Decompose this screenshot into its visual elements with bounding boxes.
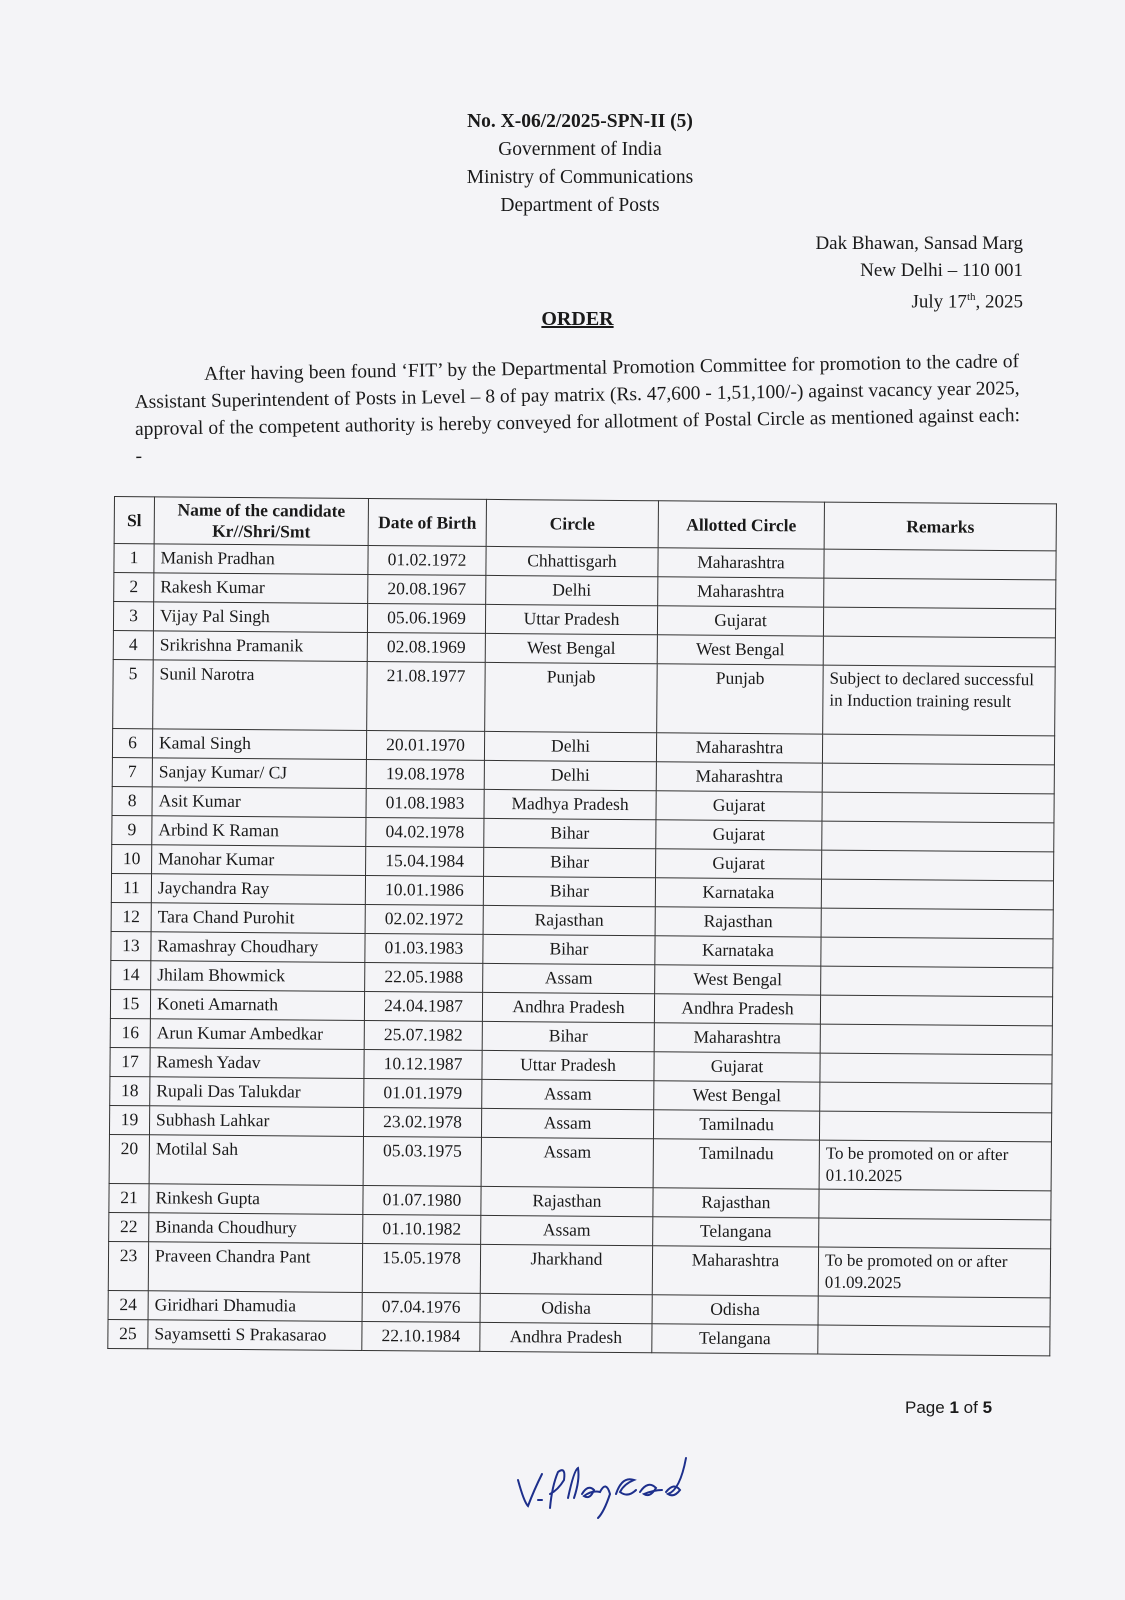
cell-remarks — [824, 578, 1056, 609]
cell-name: Binanda Choudhury — [149, 1213, 363, 1244]
cell-remarks: To be promoted on or after 01.09.2025 — [818, 1247, 1050, 1298]
order-date: July 17th, 2025 — [911, 291, 1023, 313]
cell-remarks — [822, 763, 1054, 794]
cell-dob: 20.08.1967 — [368, 574, 486, 604]
cell-sl: 18 — [110, 1076, 150, 1105]
address-line-1: Dak Bhawan, Sansad Marg — [815, 233, 1023, 254]
cell-circle: Delhi — [486, 575, 658, 605]
cell-circle: Odisha — [480, 1293, 652, 1323]
cell-name: Jaychandra Ray — [151, 874, 365, 905]
cell-sl: 4 — [113, 630, 153, 659]
cell-dob: 05.03.1975 — [363, 1136, 481, 1186]
cell-name: Ramesh Yadav — [150, 1048, 364, 1079]
cell-allotted-circle: Tamilnadu — [653, 1110, 819, 1140]
cell-remarks — [822, 792, 1054, 823]
cell-remarks — [818, 1325, 1050, 1356]
cell-allotted-circle: Maharashtra — [654, 1023, 820, 1053]
cell-name: Manish Pradhan — [154, 544, 368, 575]
address-block — [815, 230, 1023, 315]
handwritten-signature — [508, 1450, 708, 1525]
cell-allotted-circle: Maharashtra — [656, 733, 822, 763]
cell-dob: 02.02.1972 — [365, 904, 483, 934]
header-department: Department of Posts — [500, 195, 660, 216]
cell-circle: Rajasthan — [483, 905, 655, 935]
cell-dob: 01.01.1979 — [364, 1078, 482, 1108]
cell-dob: 23.02.1978 — [363, 1107, 481, 1137]
page-number: Page 1 of 5 — [905, 1398, 993, 1417]
cell-dob: 22.10.1984 — [362, 1321, 480, 1351]
order-title: ORDER — [541, 308, 614, 330]
cell-dob: 24.04.1987 — [364, 991, 482, 1021]
cell-sl: 1 — [114, 544, 154, 573]
cell-remarks — [822, 734, 1054, 765]
cell-dob: 20.01.1970 — [366, 730, 484, 760]
cell-remarks — [821, 966, 1053, 997]
header-name: Name of the candidate Kr//Shri/Smt — [154, 497, 368, 546]
cell-allotted-circle: Maharashtra — [656, 762, 822, 792]
table-header-row — [114, 497, 1056, 551]
cell-circle: Bihar — [483, 876, 655, 906]
cell-circle: Bihar — [483, 934, 655, 964]
cell-allotted-circle: Karnataka — [655, 878, 821, 908]
cell-dob: 01.03.1983 — [365, 933, 483, 963]
letter-header — [0, 108, 1125, 220]
cell-remarks: Subject to declared successful in Induction training result — [823, 665, 1056, 736]
cell-sl: 20 — [109, 1134, 149, 1183]
cell-circle: Assam — [481, 1215, 653, 1245]
cell-allotted-circle: Andhra Pradesh — [654, 994, 820, 1024]
cell-allotted-circle: Gujarat — [657, 606, 823, 636]
cell-name: Arun Kumar Ambedkar — [150, 1019, 364, 1050]
cell-circle: Delhi — [484, 731, 656, 761]
address-line-2: New Delhi – 110 001 — [860, 260, 1023, 281]
cell-remarks — [821, 937, 1053, 968]
cell-sl: 10 — [112, 844, 152, 873]
header-dob: Date of Birth — [368, 498, 486, 546]
cell-remarks — [821, 908, 1053, 939]
cell-allotted-circle: West Bengal — [657, 635, 823, 665]
cell-name: Subhash Lahkar — [149, 1106, 363, 1137]
table-row — [108, 1241, 1050, 1297]
cell-name: Sunil Narotra — [153, 660, 368, 731]
cell-circle: West Bengal — [485, 633, 657, 663]
cell-remarks — [818, 1296, 1050, 1327]
cell-allotted-circle: Rajasthan — [653, 1188, 819, 1218]
signature-icon — [508, 1450, 708, 1520]
allotment-table — [107, 496, 1057, 1356]
cell-sl: 5 — [113, 659, 154, 728]
cell-circle: Punjab — [485, 662, 658, 732]
cell-remarks — [822, 821, 1054, 852]
cell-circle: Assam — [482, 1079, 654, 1109]
header-remarks: Remarks — [824, 502, 1056, 551]
allotment-table-wrapper — [107, 496, 1056, 1356]
header-circle: Circle — [486, 499, 658, 547]
cell-allotted-circle: Gujarat — [656, 849, 822, 879]
cell-allotted-circle: Gujarat — [654, 1052, 820, 1082]
cell-sl: 23 — [108, 1241, 148, 1290]
cell-dob: 25.07.1982 — [364, 1020, 482, 1050]
cell-dob: 01.10.1982 — [363, 1214, 481, 1244]
cell-sl: 11 — [111, 873, 151, 902]
cell-name: Sayamsetti S Prakasarao — [148, 1320, 362, 1351]
cell-sl: 19 — [109, 1105, 149, 1134]
cell-allotted-circle: Telangana — [652, 1324, 818, 1354]
cell-remarks — [823, 607, 1055, 638]
cell-name: Srikrishna Pramanik — [153, 631, 367, 662]
cell-name: Motilal Sah — [149, 1135, 363, 1186]
cell-remarks — [824, 549, 1056, 580]
cell-name: Ramashray Choudhary — [151, 932, 365, 963]
cell-circle: Andhra Pradesh — [482, 992, 654, 1022]
table-body — [108, 544, 1056, 1356]
cell-remarks: To be promoted on or after 01.10.2025 — [819, 1140, 1051, 1191]
cell-circle: Delhi — [484, 760, 656, 790]
cell-name: Giridhari Dhamudia — [148, 1291, 362, 1322]
cell-name: Rakesh Kumar — [154, 573, 368, 604]
header-ministry: Ministry of Communications — [466, 167, 694, 188]
cell-sl: 25 — [108, 1319, 148, 1348]
cell-remarks — [820, 1024, 1052, 1055]
cell-circle: Assam — [481, 1137, 653, 1187]
cell-circle: Assam — [483, 963, 655, 993]
cell-allotted-circle: Gujarat — [656, 820, 822, 850]
cell-sl: 8 — [112, 786, 152, 815]
intro-paragraph: After having been found ‘FIT’ by the Departmental Promotion Committee for promotion to the cadre of Assistant Superintendent of Posts in Level – 8 of pay matrix (Rs. 47,600 - 1,51,100/-) against vacancy year 2025, approval of the competent authority is hereby conveyed for allotment of Postal Circle as mentioned against each: - — [134, 351, 1021, 467]
cell-circle: Assam — [481, 1108, 653, 1138]
cell-sl: 17 — [110, 1047, 150, 1076]
cell-circle: Madhya Pradesh — [484, 789, 656, 819]
cell-sl: 16 — [110, 1018, 150, 1047]
cell-name: Vijay Pal Singh — [153, 602, 367, 633]
cell-allotted-circle: Maharashtra — [658, 548, 824, 578]
cell-allotted-circle: Tamilnadu — [653, 1139, 819, 1189]
header-sl: Sl — [114, 497, 154, 544]
cell-sl: 24 — [108, 1290, 148, 1319]
cell-circle: Bihar — [484, 847, 656, 877]
cell-allotted-circle: Karnataka — [655, 936, 821, 966]
cell-sl: 2 — [114, 573, 154, 602]
cell-allotted-circle: Odisha — [652, 1295, 818, 1325]
cell-dob: 15.04.1984 — [366, 846, 484, 876]
cell-dob: 01.02.1972 — [368, 545, 486, 575]
cell-sl: 6 — [112, 728, 152, 757]
cell-remarks — [819, 1218, 1051, 1249]
cell-name: Jhilam Bhowmick — [151, 961, 365, 992]
cell-remarks — [819, 1111, 1051, 1142]
cell-allotted-circle: Maharashtra — [658, 577, 824, 607]
cell-allotted-circle: West Bengal — [655, 965, 821, 995]
cell-circle: Chhattisgarh — [486, 546, 658, 576]
cell-circle: Bihar — [482, 1021, 654, 1051]
cell-sl: 9 — [112, 815, 152, 844]
cell-name: Sanjay Kumar/ CJ — [152, 758, 366, 789]
cell-dob: 01.07.1980 — [363, 1185, 481, 1215]
cell-allotted-circle: Maharashtra — [652, 1246, 818, 1296]
cell-sl: 21 — [109, 1183, 149, 1212]
cell-dob: 22.05.1988 — [365, 962, 483, 992]
cell-remarks — [823, 636, 1055, 667]
header-allotted-circle: Allotted Circle — [658, 501, 824, 549]
table-row — [108, 1319, 1050, 1355]
cell-sl: 7 — [112, 757, 152, 786]
cell-allotted-circle: Telangana — [653, 1217, 819, 1247]
cell-name: Rupali Das Talukdar — [150, 1077, 364, 1108]
cell-sl: 14 — [111, 960, 151, 989]
cell-sl: 3 — [113, 602, 153, 631]
cell-remarks — [822, 850, 1054, 881]
cell-dob: 07.04.1976 — [362, 1292, 480, 1322]
cell-dob: 05.06.1969 — [367, 603, 485, 633]
cell-allotted-circle: Punjab — [657, 664, 824, 734]
cell-dob: 15.05.1978 — [362, 1243, 480, 1293]
cell-dob: 10.01.1986 — [365, 875, 483, 905]
cell-dob: 21.08.1977 — [367, 661, 486, 731]
cell-name: Rinkesh Gupta — [149, 1184, 363, 1215]
cell-remarks — [820, 1053, 1052, 1084]
cell-circle: Bihar — [484, 818, 656, 848]
cell-name: Koneti Amarnath — [150, 990, 364, 1021]
cell-dob: 19.08.1978 — [366, 759, 484, 789]
cell-name: Kamal Singh — [152, 729, 366, 760]
cell-name: Tara Chand Purohit — [151, 903, 365, 934]
cell-dob: 10.12.1987 — [364, 1049, 482, 1079]
reference-number: No. X-06/2/2025-SPN-II (5) — [467, 111, 693, 132]
cell-circle: Andhra Pradesh — [480, 1322, 652, 1352]
cell-name: Arbind K Raman — [152, 816, 366, 847]
cell-sl: 15 — [110, 989, 150, 1018]
cell-circle: Jharkhand — [480, 1244, 652, 1294]
cell-dob: 04.02.1978 — [366, 817, 484, 847]
cell-dob: 01.08.1983 — [366, 788, 484, 818]
cell-remarks — [820, 1082, 1052, 1113]
table-row — [113, 659, 1056, 735]
cell-allotted-circle: Gujarat — [656, 791, 822, 821]
cell-remarks — [821, 879, 1053, 910]
cell-allotted-circle: West Bengal — [654, 1081, 820, 1111]
cell-circle: Uttar Pradesh — [485, 604, 657, 634]
cell-allotted-circle: Rajasthan — [655, 907, 821, 937]
header-government: Government of India — [498, 139, 662, 160]
cell-sl: 13 — [111, 931, 151, 960]
cell-dob: 02.08.1969 — [367, 632, 485, 662]
cell-circle: Uttar Pradesh — [482, 1050, 654, 1080]
cell-remarks — [820, 995, 1052, 1026]
cell-circle: Rajasthan — [481, 1186, 653, 1216]
cell-name: Manohar Kumar — [152, 845, 366, 876]
cell-sl: 12 — [111, 902, 151, 931]
cell-remarks — [819, 1189, 1051, 1220]
cell-name: Praveen Chandra Pant — [148, 1242, 362, 1293]
table-row — [109, 1134, 1051, 1190]
cell-sl: 22 — [109, 1212, 149, 1241]
cell-name: Asit Kumar — [152, 787, 366, 818]
